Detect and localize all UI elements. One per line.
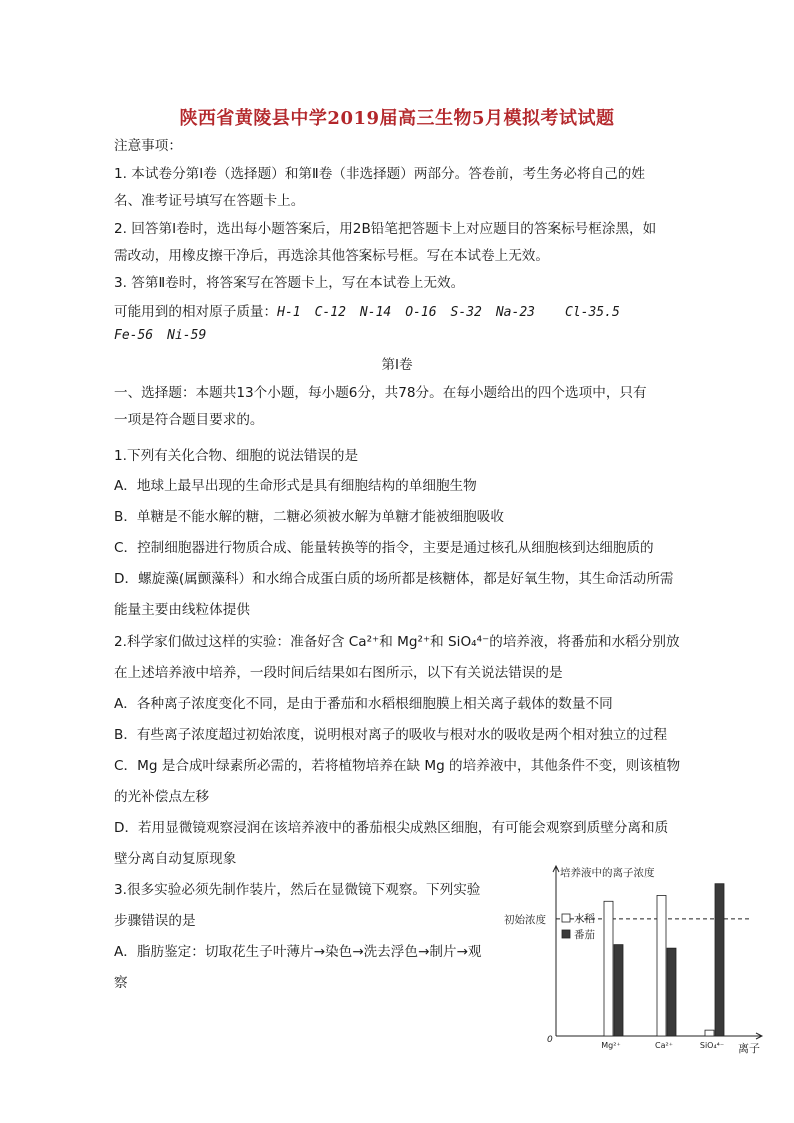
x-tick-label: SiO₄⁴⁻ (699, 1041, 725, 1050)
question-2-option: D．若用显微镜观察浸润在该培养液中的番茄根尖成熟区细胞，有可能会观察到质壁分离和质 (114, 820, 669, 836)
question-3-option: A．脂肪鉴定：切取花生子叶薄片→染色→洗去浮色→制片→观 (114, 944, 482, 960)
question-2-option: C．Mg 是合成叶绿素所必需的，若将植物培养在缺 Mg 的培养液中，其他条件不变，则该植物 (114, 758, 681, 774)
x-tick-label: Ca²⁺ (655, 1041, 673, 1050)
question-2-option: A．各种离子浓度变化不同，是由于番茄和水稻根细胞膜上相关离子载体的数量不同 (114, 696, 613, 712)
mass-item: Na-23 (495, 305, 535, 320)
mass-item: Cl-35.5 (565, 305, 620, 320)
atomic-masses-line2 (114, 328, 694, 343)
notice-line: 3. 答第Ⅱ卷时，将答案写在答题卡上，写在本试卷上无效。 (114, 275, 465, 291)
question-2-option: 的光补偿点左移 (114, 789, 210, 805)
question-1-option: B．单糖是不能水解的糖，二糖必须被水解为单糖才能被细胞吸收 (114, 509, 504, 525)
mass-item: Ni-59 (167, 328, 207, 343)
notice-line: 1. 本试卷分第Ⅰ卷（选择题）和第Ⅱ卷（非选择题）两部分。答卷前，考生务必将自己的姓 (114, 166, 645, 182)
x-tick-label: Mg²⁺ (601, 1041, 621, 1050)
question-3-stem: 3.很多实验必须先制作装片，然后在显微镜下观察。下列实验 (114, 882, 481, 898)
question-3-stem: 步骤错误的是 (114, 913, 196, 929)
mass-item: H-1 (277, 305, 301, 320)
question-3-option: 察 (114, 975, 128, 991)
notice-line: 2. 回答第Ⅰ卷时，选出每小题答案后，用2B铅笔把答题卡上对应题目的答案标号框涂黑，如 (114, 221, 657, 237)
question-2-stem: 2.科学家们做过这样的实验：准备好含 Ca²⁺和 Mg²⁺和 SiO₄⁴⁻的培养液，将番茄和水稻分别放 (114, 634, 680, 650)
section-title: 第Ⅰ卷 (381, 357, 413, 373)
initial-concentration-label: 初始浓度 (504, 913, 546, 926)
bar (604, 901, 613, 1036)
question-1-option: A．地球上最早出现的生命形式是具有细胞结构的单细胞生物 (114, 478, 477, 494)
section-intro: 一、选择题：本题共13个小题，每小题6分，共78分。在每小题给出的四个选项中，只有 (114, 385, 647, 401)
y-axis-label: 培养液中的离子浓度 (560, 867, 655, 879)
bar (657, 895, 666, 1036)
bar (667, 948, 676, 1036)
mass-item: Fe-56 (114, 328, 154, 343)
notice-heading: 注意事项： (114, 138, 182, 154)
mass-item: S-32 (450, 305, 482, 320)
bar (715, 884, 724, 1036)
atomic-masses-label: 可能用到的相对原子质量： (114, 304, 278, 320)
question-2-stem: 在上述培养液中培养，一段时间后结果如右图所示，以下有关说法错误的是 (114, 665, 563, 681)
notice-line: 名、准考证号填写在答题卡上。 (114, 193, 305, 209)
question-1-stem: 1.下列有关化合物、细胞的说法错误的是 (114, 448, 359, 464)
notice-line: 需改动，用橡皮擦干净后，再选涂其他答案标号框。写在本试卷上无效。 (114, 248, 549, 264)
legend-label: 番茄 (574, 929, 595, 941)
question-1-option: 能量主要由线粒体提供 (114, 602, 250, 618)
mass-item: O-16 (405, 305, 437, 320)
mass-item: N-14 (359, 305, 392, 320)
ion-concentration-chart (500, 852, 780, 1062)
legend-swatch (562, 914, 570, 922)
mass-item: C-12 (314, 305, 346, 320)
bar (614, 945, 623, 1036)
x-axis-label: 离子 (738, 1042, 760, 1055)
page-title: 陕西省黄陵县中学2019届高三生物5月模拟考试试题 (179, 108, 615, 129)
legend-label: 水稻 (574, 913, 595, 925)
question-2-option: 壁分离自动复原现象 (114, 851, 237, 867)
question-1-option: C．控制细胞器进行物质合成、能量转换等的指令，主要是通过核孔从细胞核到达细胞质的 (114, 540, 654, 556)
legend-swatch (562, 930, 570, 938)
question-2-option: B．有些离子浓度超过初始浓度，说明根对离子的吸收与根对水的吸收是两个相对独立的过程 (114, 727, 668, 743)
atomic-masses (114, 300, 694, 320)
section-intro: 一项是符合题目要求的。 (114, 412, 264, 428)
bar (705, 1030, 714, 1036)
origin-label: 0 (547, 1035, 553, 1045)
question-1-option: D．螺旋藻(属颤藻科）和水绵合成蛋白质的场所都是核糖体，都是好氧生物，其生命活动所需 (114, 571, 674, 587)
